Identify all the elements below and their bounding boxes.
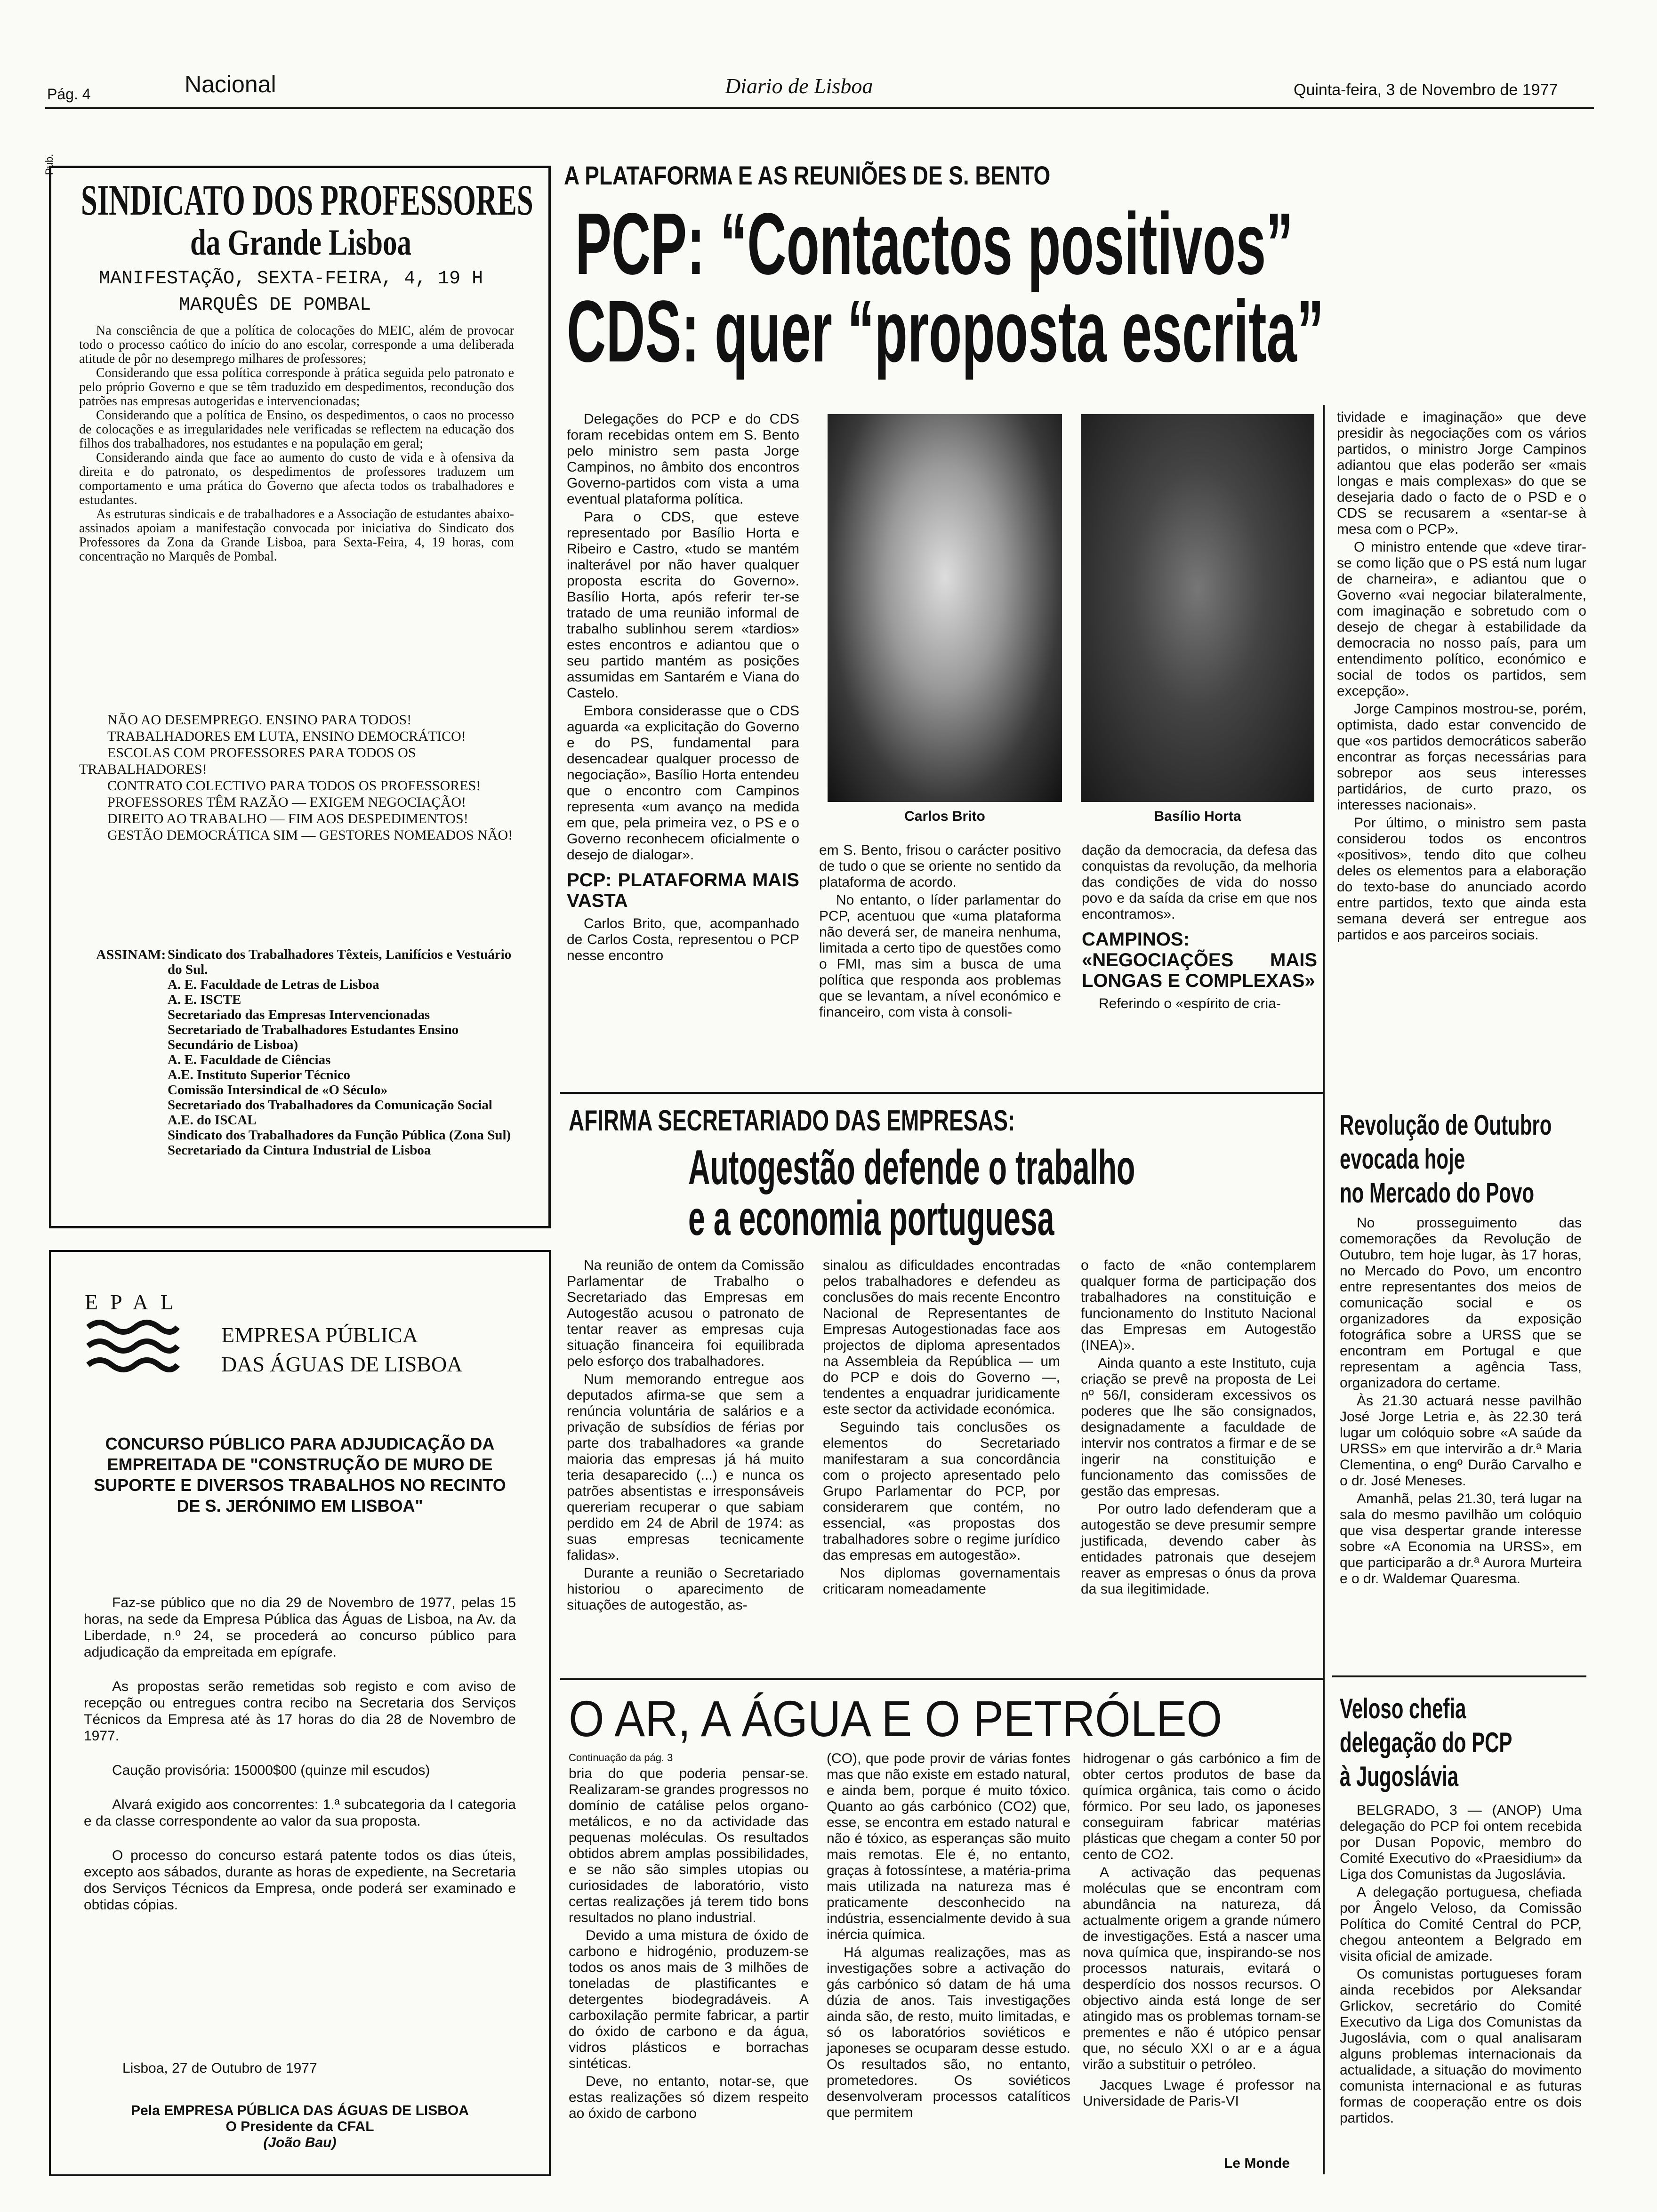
- epal-date: Lisboa, 27 de Outubro de 1977: [122, 2060, 317, 2076]
- sindicato-title: SINDICATO DOS PROFESSORES: [81, 176, 533, 224]
- photo-carlos-brito: [828, 414, 1062, 802]
- pub-label: Pub.: [43, 153, 55, 175]
- section-rule: [1332, 1675, 1586, 1677]
- header-rule: [45, 107, 1594, 109]
- epal-name-2: DAS ÁGUAS DE LISBOA: [221, 1352, 463, 1376]
- autogestao-para: Nos diplomas governamentais criticaram nomeadamente: [823, 1565, 1060, 1597]
- epal-concurso: CONCURSO PÚBLICO PARA ADJUDICAÇÃO DA EMPREITADA DE "CONSTRUÇÃO DE MURO DE SUPORTE E DIVERSOS TRABALHOS NO RECINTO DE S. JERÓNIMO EM LISBOA": [94, 1434, 506, 1515]
- outubro-para: Às 21.30 actuará nesse pavilhão José Jorge Letria e, às 22.30 terá lugar um colóquio sobre «A saúde da URSS» em que intervirão a dr.ª Maria Clementina, o engº Durão Carvalho e o dr. José Meneses.: [1340, 1393, 1582, 1489]
- main-col-4: [1337, 409, 1586, 945]
- autogestao-headline-2: e a economia portuguesa: [688, 1191, 1054, 1246]
- slogan: ESCOLAS COM PROFESSORES PARA TODOS OS TRABALHADORES!: [79, 745, 416, 777]
- veloso-headline-2: delegação do PCP: [1340, 1727, 1512, 1758]
- outubro-para: Amanhã, pelas 21.30, terá lugar na sala do mesmo pavilhão um colóquio que visa despertar grande interesse sobre «A Economia na URSS», em que participarão a dr.ª Aurora Murteira e o dr. Waldemar Quaresma.: [1340, 1491, 1582, 1587]
- main-col-1: [567, 411, 799, 966]
- sindicato-para: As estruturas sindicais e de trabalhadores e a Associação de estudantes abaixo-assinados apoiam a manifestação convocada por iniciativa do Sindicato dos Professores da Zona da Grande Lisboa, para Sexta-Feira, 4, 19 horas, com concentração no Marquês de Pombal.: [79, 507, 514, 564]
- main-para: dação da democracia, da defesa das conquistas da revolução, da melhoria das condições de vida do nosso povo e da saída da crise em que nos encontramos».: [1082, 842, 1317, 922]
- slogan: TRABALHADORES EM LUTA, ENSINO DEMOCRÁTICO!: [107, 729, 466, 744]
- section-rule: [560, 1092, 1323, 1094]
- main-para: No entanto, o líder parlamentar do PCP, acentuou que «uma plataforma não deverá ser, de maneira nenhuma, limitada a certo tipo de questões como o FMI, mas sim a busca de uma política que responda aos problemas que se levantam, a nível económico e financeiro, com vista à consoli-: [819, 892, 1061, 1020]
- signatory: Secretariado da Cintura Industrial de Lisboa: [168, 1143, 431, 1158]
- manifestacao-line: MANIFESTAÇÃO, SEXTA-FEIRA, 4, 19 H: [99, 268, 483, 289]
- signatory: A.E. Instituto Superior Técnico: [168, 1067, 351, 1082]
- main-col-2: [819, 842, 1061, 1022]
- main-para: Para o CDS, que esteve representado por Basílio Horta e Ribeiro e Castro, «tudo se mantém inalterável por não haver qualquer proposta escrita do Governo». Basílio Horta, após referir ter-se tratado de uma reunião informal de trabalho sublinhou serem «tardios» estes encontros e adiantou que o seu partido mantém as posições assumidas em Santarém e Viana do Castelo.: [567, 509, 799, 701]
- sindicato-para: Considerando ainda que face ao aumento do custo de vida e à ofensiva da direita e do patronato, os despedimentos de professores traduzem um comportamento e uma prática do Governo que afecta todos os trabalhadores e estudantes.: [79, 450, 514, 507]
- section-label: Nacional: [185, 71, 276, 97]
- veloso-headline-1: Veloso chefia: [1340, 1693, 1466, 1724]
- petroleo-source: Le Monde: [1224, 2156, 1290, 2171]
- photo-basilio-horta: [1081, 414, 1314, 802]
- petroleo-para: A activação das pequenas moléculas que se encontram com abundância na natureza, dá actualmente origem a grande número de investigações. Está a nascer uma nova química que, inspirando-se nos processos naturais, evitará o desperdício dos nossos recursos. O objectivo ainda está longe de ser atingido mas os problemas tornam-se prementes e não é utópico pensar que, no século XXI o ar e a água virão a substituir o petróleo.: [1083, 1865, 1321, 2072]
- autogestao-col-2: [823, 1258, 1060, 1599]
- veloso-para: BELGRADO, 3 — (ANOP) Uma delegação do PCP foi ontem recebida por Dusan Popovic, membro do Comité Executivo do «Praesidium» da Liga dos Comunistas da Jugoslávia.: [1340, 1803, 1582, 1882]
- autogestao-para: Seguindo tais conclusões os elementos do Secretariado manifestaram a sua concordância com o projecto apresentado pelo Grupo Parlamentar do PCP, por considerarem que contém, no essencial, «as propostas dos trabalhadores sobre o regime jurídico das empresas em autogestão».: [823, 1419, 1060, 1563]
- main-kicker: A PLATAFORMA E AS REUNIÕES DE S. BENTO: [564, 160, 1051, 190]
- signatory: A. E. Faculdade de Letras de Lisboa: [168, 977, 379, 992]
- signatory: A.E. do ISCAL: [168, 1113, 257, 1128]
- subhead-pcp: PCP: PLATAFORMA MAIS VASTA: [567, 870, 799, 911]
- outubro-para: No prosseguimento das comemorações da Revolução de Outubro, tem hoje lugar, às 17 horas, no Mercado do Povo, um encontro entre representantes dos meios de comunicação social e os organizadores da exposição fotográfica sobre a URSS que se encontram em Portugal e que representam a agência Tass, organizadora do certame.: [1340, 1215, 1582, 1391]
- epal-name-1: EMPRESA PÚBLICA: [221, 1323, 418, 1347]
- petroleo-para: (CO), que pode provir de várias fontes mas que não existe em estado natural, e ainda bem, porque é muito tóxico. Quanto ao gás carbónico (CO2) que, esse, se encontra em estado natural e não é tóxico, as esperanças são muito mais remotas. Ele é, no entanto, graças à fotossíntese, a matéria-prima mais utilizada na natureza mas é praticamente desconhecido na indústria, essencialmente devido à sua inércia química.: [827, 1751, 1070, 1942]
- epal-para: O processo do concurso estará patente todos os dias úteis, excepto aos sábados, durante as horas de expediente, na Secretaria dos Serviços Técnicos da Empresa, onde poderá ser examinado e obtidas cópias.: [84, 1848, 516, 1913]
- outubro-headline-1: Revolução de Outubro: [1340, 1109, 1552, 1141]
- autogestao-col-3: [1081, 1258, 1316, 1599]
- main-col-3: [1082, 842, 1317, 1014]
- signatories: [168, 947, 525, 1158]
- signatory: Comissão Intersindical de «O Século»: [168, 1082, 388, 1098]
- slogan: DIREITO AO TRABALHO — FIM AOS DESPEDIMENTOS!: [107, 811, 468, 826]
- petroleo-para: bria do que poderia pensar-se. Realizaram-se grandes progressos no domínio de catálise pelos organo-metálicos, e no da actividade das pequenas moléculas. Os resultados obtidos abrem amplas possibilidades, e se não são simples utopias ou curiosidades de laboratório, visto certas realizações já terem tido bons resultados no plano industrial.: [569, 1766, 809, 1925]
- autogestao-headline-1: Autogestão defende o trabalho: [688, 1140, 1135, 1195]
- epal-body: [84, 1595, 516, 1913]
- veloso-body: [1340, 1803, 1582, 2128]
- column-rule: [1323, 405, 1325, 1113]
- signatory: Sindicato dos Trabalhadores Têxteis, Lanifícios e Vestuário do Sul.: [168, 947, 512, 977]
- caption-carlos-brito: Carlos Brito: [904, 809, 985, 824]
- petroleo-col-3: [1083, 1751, 1321, 2111]
- column-rule: [1323, 1097, 1325, 2174]
- sindicato-para: Considerando que essa política corresponde à prática seguida pelo patronato e pelo próprio Governo e que se têm traduzido em despedimentos, recondução dos patrões nas empresas autogeridas e intervencionadas;: [79, 366, 514, 409]
- signatory: Sindicato dos Trabalhadores da Função Pública (Zona Sul): [168, 1128, 511, 1143]
- autogestao-para: Num memorando entregue aos deputados afirma-se que sem a renúncia voluntária de salários e a privação de subsídios de férias por parte dos trabalhadores «a grande maioria das empresas já há muito teria desaparecido (...) e nunca os patrões absentistas e irresponsáveis quereriam recuperar o que sabiam perdido em 24 de Abril de 1974: as suas empresas tecnicamente falidas».: [567, 1371, 804, 1563]
- petroleo-col-2: [827, 1751, 1070, 2123]
- autogestao-kicker: AFIRMA SECRETARIADO DAS EMPRESAS:: [569, 1105, 1015, 1137]
- epal-sign-line: (João Bau): [263, 2135, 337, 2150]
- slogan: GESTÃO DEMOCRÁTICA SIM — GESTORES NOMEADOS NÃO!: [107, 827, 513, 843]
- autogestao-para: Durante a reunião o Secretariado historiou o aparecimento de situações de autogestão, as-: [567, 1565, 804, 1613]
- epal-para: Faz-se público que no dia 29 de Novembro de 1977, pelas 15 horas, na sede da Empresa Pública das Águas de Lisboa, na Av. da Liberdade, n.º 24, se procederá ao concurso público para adjudicação da empreitada em epígrafe.: [84, 1595, 516, 1660]
- autogestao-para: o facto de «não contemplarem qualquer forma de participação dos trabalhadores na constituição e funcionamento do Instituto Nacional das Empresas em Autogestão (INEA)».: [1081, 1258, 1316, 1353]
- signatory: Secretariado de Trabalhadores Estudantes Ensino Secundário de Lisboa): [168, 1022, 459, 1052]
- caption-basilio-horta: Basílio Horta: [1154, 809, 1241, 824]
- slogans: [79, 712, 517, 843]
- main-para: O ministro entende que «deve tirar-se como lição que o PS está num lugar de charneira», e adiantou que o Governo «vai negociar bilateralmente, com imaginação e sobretudo com o desejo de chegar à estabilidade da democracia no nosso país, para um entendimento político, económico e social de todos os partidos, sem excepção».: [1337, 539, 1586, 699]
- main-para: Carlos Brito, que, acompanhado de Carlos Costa, representou o PCP nesse encontro: [567, 916, 799, 963]
- assinam-label: ASSINAM:: [96, 947, 166, 962]
- continuation-note: Continuação da pág. 3: [569, 1752, 673, 1763]
- subhead-campinos: CAMPINOS: «NEGOCIAÇÕES MAIS LONGAS E COMPLEXAS»: [1082, 929, 1317, 991]
- epal-sign-line: Pela EMPRESA PÚBLICA DAS ÁGUAS DE LISBOA: [131, 2103, 469, 2118]
- veloso-para: A delegação portuguesa, chefiada por Ângelo Veloso, da Comissão Política do Comité Central do PCP, chegou anteontem a Belgrado em visita oficial de amizade.: [1340, 1884, 1582, 1964]
- section-rule: [560, 1678, 1323, 1680]
- main-para: Por último, o ministro sem pasta considerou todos os encontros «positivos», tendo dito que colheu deles os elementos para a elaboração do texto-base do anunciado acordo entre partidos, texto que ainda esta semana deverá ser entregue aos partidos e aos parceiros sociais.: [1337, 815, 1586, 943]
- slogan: PROFESSORES TÊM RAZÃO — EXIGEM NEGOCIAÇÃO!: [107, 794, 466, 810]
- page-number: Pág. 4: [47, 86, 91, 103]
- epal-para: Caução provisória: 15000$00 (quinze mil escudos): [112, 1763, 430, 1778]
- petroleo-headline: O AR, A ÁGUA E O PETRÓLEO: [569, 1690, 1223, 1747]
- autogestao-para: Por outro lado defenderam que a autogestão se deve presumir sempre justificada, devendo caber às entidades patronais que desejem reaver as empresas o ónus da prova da sua ilegitimidade.: [1081, 1501, 1316, 1597]
- epal-para: As propostas serão remetidas sob registo e com aviso de recepção ou entregues contra recibo na Secretaria dos Serviços Técnicos da Empresa até às 17 horas do dia 28 de Novembro de 1977.: [84, 1679, 516, 1744]
- signatory: Secretariado dos Trabalhadores da Comunicação Social: [168, 1098, 492, 1113]
- main-para: Delegações do PCP e do CDS foram recebidas ontem em S. Bento pelo ministro sem pasta Jorge Campinos, no âmbito dos encontros Governo-partidos com vista a uma eventual plataforma política.: [567, 411, 799, 507]
- petroleo-col-1: [569, 1766, 809, 2124]
- petroleo-para: Há algumas realizações, mas as investigações sobre a activação do gás carbónico só datam de há uma dúzia de anos. Tais investigações ainda são, de resto, muito limitadas, e só os laboratórios soviéticos e japoneses se ocuparam desse estudo. Os resultados são, no entanto, prometedores. Os soviéticos desenvolveram processos catalíticos que permitem: [827, 1945, 1070, 2120]
- outubro-headline-2: evocada hoje: [1340, 1143, 1465, 1175]
- signatory: A. E. ISCTE: [168, 992, 241, 1007]
- sindicato-para: Considerando que a política de Ensino, os despedimentos, o caos no processo de colocações e as irregularidades nele verificadas se reflectem na educação dos filhos dos trabalhadores, nos estudantes e na população em geral;: [79, 408, 514, 451]
- main-para: Jorge Campinos mostrou-se, porém, optimista, dado estar convencido de que «os partidos democráticos saberão encontrar as forças necessárias para sobrepor aos seus interesses partidários, de curto prazo, os interesses nacionais».: [1337, 701, 1586, 813]
- veloso-para: Os comunistas portugueses foram ainda recebidos por Aleksandar Grlickov, secretário do Comité Executivo da Liga dos Comunistas da Jugoslávia, com o qual analisaram alguns problemas internacionais da actualidade, a situação do movimento comunista internacional e as futuras formas de cooperação entre os dois partidos.: [1340, 1966, 1582, 2126]
- petroleo-para: hidrogenar o gás carbónico a fim de obter certos produtos de base da química orgânica, tais como o ácido fórmico. Por seu lado, os japoneses conseguiram fabricar matérias plásticas que chegam a conter 50 por cento de CO2.: [1083, 1751, 1321, 1862]
- autogestao-para: Ainda quanto a este Instituto, cuja criação se prevê na proposta de Lei nº 56/I, consideram excessivos os poderes que lhe são consignados, designadamente a faculdade de intervir nos contratos a firmar e de se ingerir na constituição e funcionamento das comissões de gestão das empresas.: [1081, 1355, 1316, 1499]
- outubro-body: [1340, 1215, 1582, 1589]
- slogan: CONTRATO COLECTIVO PARA TODOS OS PROFESSORES!: [107, 778, 481, 793]
- sindicato-body: [79, 324, 514, 564]
- masthead: Diario de Lisboa: [725, 74, 873, 98]
- waves-icon: [86, 1318, 180, 1386]
- sindicato-subtitle: da Grande Lisboa: [190, 222, 411, 263]
- marques-line: MARQUÊS DE POMBAL: [179, 295, 371, 316]
- autogestao-para: sinalou as dificuldades encontradas pelos trabalhadores e defendeu as conclusões do mais recente Encontro Nacional de Representantes de Empresas Autogestionadas face aos projectos de diploma apresentados na Assembleia da República — um do PCP e dois do Governo —, tendentes a enquadrar juridicamente este sector da actividade económica.: [823, 1258, 1060, 1417]
- main-para: tividade e imaginação» que deve presidir às negociações com os vários partidos, o ministro Jorge Campinos adiantou que elas poderão ser «mais longas e mais complexas» do que se desejaria dado o facto de o PSD e o CDS se recusarem a «sentar-se à mesa com o PCP».: [1337, 409, 1586, 537]
- veloso-headline-3: à Jugoslávia: [1340, 1761, 1459, 1792]
- petroleo-author: Jacques Lwage é professor na Universidade de Paris-VI: [1083, 2077, 1321, 2109]
- main-para: Embora considerasse que o CDS aguarda «a explicitação do Governo e do PS, fundamental para desencadear qualquer processo de negociação», Basílio Horta entendeu que o encontro com Campinos representa «um avanço na medida em que, pela primeira vez, o PS e o Governo reconhecem oficialmente o desejo de dialogar».: [567, 703, 799, 863]
- main-para: Referindo o «espírito de cria-: [1099, 996, 1281, 1011]
- main-para: em S. Bento, frisou o carácter positivo de tudo o que se oriente no sentido da plataforma de acordo.: [819, 842, 1061, 890]
- signatory: A. E. Faculdade de Ciências: [168, 1052, 331, 1067]
- petroleo-para: Devido a uma mistura de óxido de carbono e hidrogénio, produzem-se todos os anos mais de 3 milhões de toneladas de plastificantes e detergentes biodegradáveis. A carboxilação permite fabricar, a partir do óxido de carbono e da água, vidros plásticos e borrachas sintéticas.: [569, 1928, 809, 2071]
- main-headline-2: CDS: quer “proposta escrita”: [567, 283, 1324, 380]
- slogan: NÃO AO DESEMPREGO. ENSINO PARA TODOS!: [107, 712, 412, 728]
- autogestao-para: Na reunião de ontem da Comissão Parlamentar de Trabalho o Secretariado das Empresas em Autogestão acusou o patronato de tentar reaver as empresas cuja situação financeira foi equilibrada pelo esforço dos trabalhadores.: [567, 1258, 804, 1369]
- petroleo-para: Deve, no entanto, notar-se, que estas realizações só dizem respeito ao óxido de carbono: [569, 2074, 809, 2121]
- epal-signature: [84, 2103, 516, 2151]
- issue-date: Quinta-feira, 3 de Novembro de 1977: [1294, 81, 1558, 99]
- main-headline-1: PCP: “Contactos positivos”: [575, 195, 1293, 293]
- autogestao-col-1: [567, 1258, 804, 1615]
- sindicato-para: Na consciência de que a política de colocações do MEIC, além de provocar todo o processo caótico do início do ano escolar, corresponde a uma deliberada atitude de pôr no desemprego milhares de professores;: [79, 323, 514, 366]
- outubro-headline-3: no Mercado do Povo: [1340, 1177, 1535, 1209]
- epal-sign-line: O Presidente da CFAL: [225, 2119, 374, 2134]
- epal-para: Alvará exigido aos concorrentes: 1.ª subcategoria da I categoria e da classe correspondente ao valor da sua proposta.: [84, 1797, 516, 1829]
- epal-logo-text: EPAL: [85, 1290, 186, 1314]
- signatory: Secretariado das Empresas Intervencionadas: [168, 1007, 430, 1022]
